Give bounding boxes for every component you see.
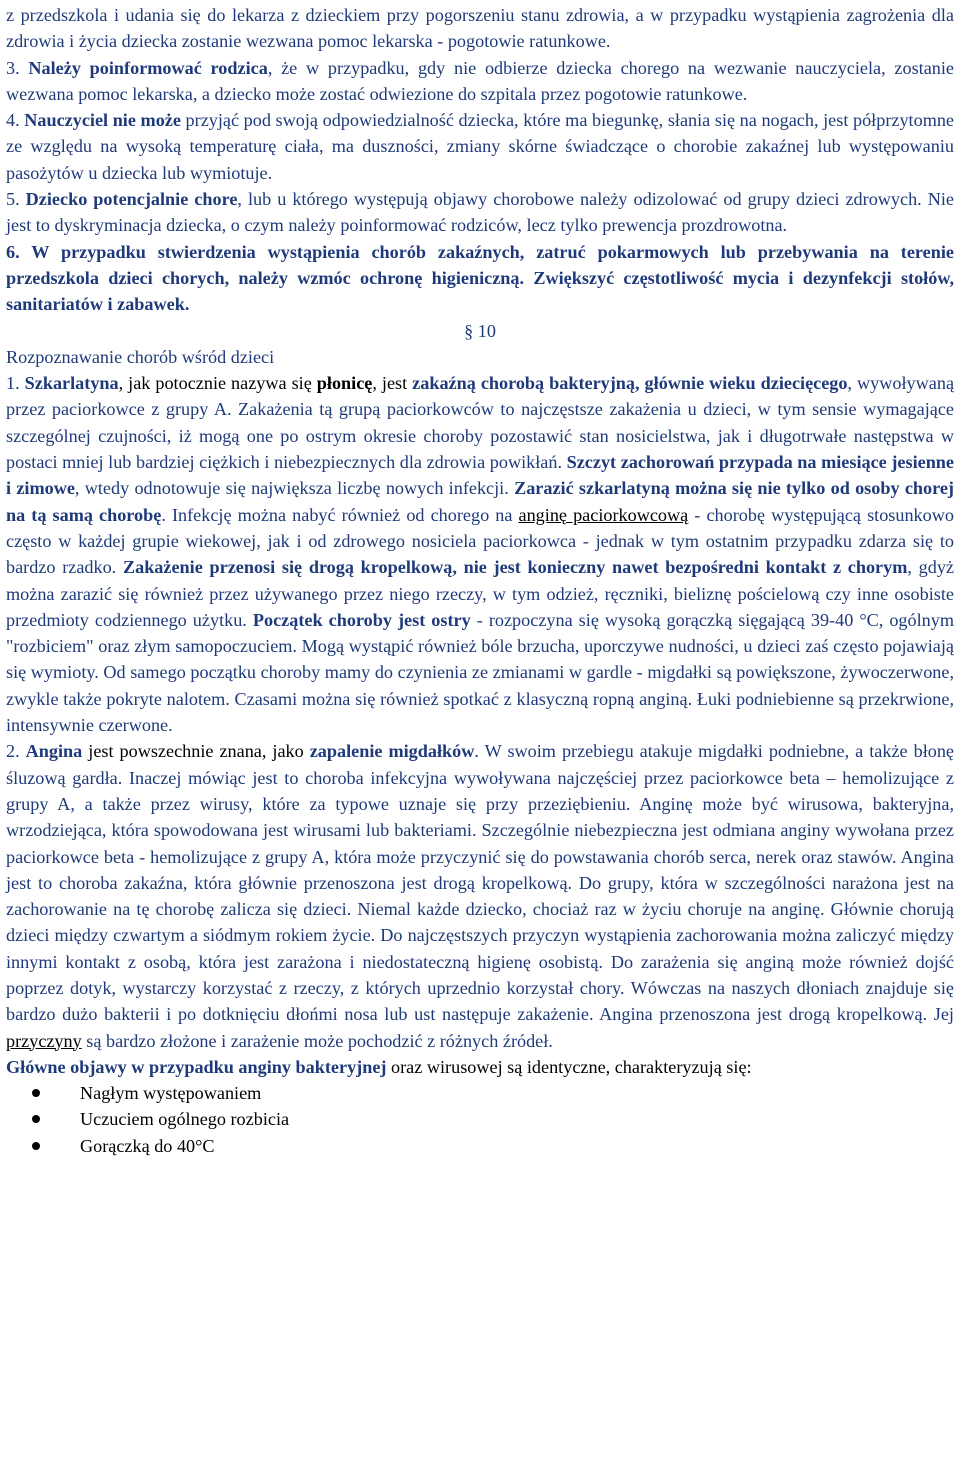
point-number: 3. bbox=[6, 57, 29, 78]
bold-term: Zarazić szkarlatyną można się nie tylko od osoby chorej na tą samą chorobę bbox=[6, 478, 954, 525]
bold-term: Angina bbox=[25, 741, 83, 762]
underlined-link[interactable]: anginę paciorkowcową bbox=[518, 504, 689, 525]
text: - chorobę występującą stosunkowo często w każdej grupie wiekowej, jak i od zdrowego nosiciela paciorkowca - jednak w tym ostatnim przypadku zdarza się to bardzo rzadko. bbox=[6, 504, 954, 578]
bold-term: zapalenie migdałków bbox=[309, 741, 475, 762]
list-item bbox=[32, 1106, 954, 1132]
bold-term: Szczyt zachorowań przypada na miesiące jesienne i zimowe bbox=[6, 452, 954, 499]
bold-term: Szkarlatyna bbox=[24, 373, 119, 394]
section-number-value: 10 bbox=[473, 320, 496, 341]
bullet-icon bbox=[32, 1115, 40, 1123]
point-number: 6. bbox=[6, 241, 32, 262]
text: oraz wirusowej są identyczne, charakteryzują się: bbox=[386, 1056, 752, 1077]
text: jest powszechnie znana, jako bbox=[82, 741, 310, 762]
point-number: 2. bbox=[6, 741, 26, 762]
text: . Infekcję można nabyć również od chorego na bbox=[161, 504, 519, 525]
paragraph-continued bbox=[6, 2, 954, 55]
symptoms-intro bbox=[6, 1054, 954, 1080]
paragraph-point-5 bbox=[6, 186, 954, 239]
text: , lub u którego występują objawy chorobowe należy odizolować od grupy dzieci zdrowych. Nie jest to dyskryminacja dziecka, o czym należy poinformować rodziców, lecz tylko prewencja prozdrowotna. bbox=[6, 189, 955, 236]
text: , że w przypadku, gdy nie odbierze dziecka chorego na wezwanie nauczyciela, zostanie wezwana pomoc lekarska, a dziecko może zostać odwiezione do szpitala przez pogotowie ratunkowe. bbox=[6, 57, 954, 104]
paragraph-point-4 bbox=[6, 107, 954, 186]
paragraph-scarlet-fever bbox=[6, 370, 954, 738]
bold-lead: W przypadku stwierdzenia wystąpienia chorób zakaźnych, zatruć pokarmowych lub przebywania na terenie przedszkola dzieci chorych, należy wzmóc ochronę higieniczną. Zwiększyć częstotliwość mycia i dezynfekcji stołów, sanitariatów i zabawek. bbox=[6, 241, 954, 315]
paragraph-point-3 bbox=[6, 55, 954, 108]
bold-lead: Należy poinformować rodzica bbox=[28, 57, 268, 78]
text: , wtedy odnotowuje się największa liczbę nowych infekcji. bbox=[74, 478, 515, 499]
list-item bbox=[32, 1080, 954, 1106]
bullet-icon bbox=[32, 1089, 40, 1097]
document-page bbox=[6, 2, 954, 1159]
section-number bbox=[6, 318, 954, 344]
text: , jak potocznie nazywa się bbox=[118, 373, 317, 394]
text: , gdyż można zarazić się również przez używanego przez niego rzeczy, w tym odzież, ręczniki, bieliznę pościelową czy inne osobiste przedmioty codziennego użytku. bbox=[6, 557, 954, 630]
bold-term: Zakażenie przenosi się drogą kropelkową, nie jest konieczny nawet bezpośredni kontakt z chorym bbox=[122, 557, 908, 578]
paragraph-angina bbox=[6, 738, 954, 1054]
text: , jest bbox=[372, 373, 413, 394]
section-title: Rozpoznawanie chorób wśród dzieci bbox=[6, 346, 275, 367]
list-item-text: Gorączką do 40°C bbox=[80, 1135, 215, 1156]
bold-term: zakaźną chorobą bakteryjną, głównie wieku dziecięcego bbox=[412, 373, 848, 394]
text: - rozpoczyna się wysoką gorączką sięgającą 39-40 °C, ogólnym "rozbiciem" oraz złym samopoczuciem. Mogą wystąpić również bóle brzucha, uporczywe nudności, u dzieci zaś często pojawiają się wymioty. Od samego początku choroby mamy do czynienia ze zmianami w gardle - migdałki są powiększone, żywoczerwone, zwykle także pokryte nalotem. Czasami można się również spotkać z klasyczną ropną anginą. Łuki podniebienne są przekrwione, intensywnie czerwone. bbox=[6, 609, 955, 736]
text: , wywoływaną przez paciorkowce z grupy A. Zakażenia tą grupą paciorkowców to najczęstsze zakażenia u dzieci, w tym sensie wymagające szczególnej czujności, iż mogą one po ostrym okresie choroby pozostawić stan nosicielstwa, jak i długotrwałe następstwa w postaci mniej lub bardziej ciężkich i niebezpiecznych dla zdrowia powikłań. bbox=[6, 373, 955, 473]
list-item-text: Uczuciem ogólnego rozbicia bbox=[80, 1109, 290, 1130]
list-item bbox=[32, 1133, 954, 1159]
bold-lead: Nauczyciel nie może bbox=[24, 110, 181, 131]
text: przyjąć pod swoją odpowiedzialność dziecka, które ma biegunkę, słania się na nogach, jest półprzytomne ze względu na wysoką temperaturę ciała, ma duszności, zmiany skórne świadczące o chorobie zakaźnej lub występowaniu pasożytów u dziecka lub wymiotuje. bbox=[6, 110, 955, 183]
bold-term: Początek choroby jest ostry bbox=[252, 609, 471, 630]
point-number: 1. bbox=[6, 373, 25, 394]
paragraph-point-6 bbox=[6, 239, 954, 318]
symptoms-list bbox=[6, 1080, 954, 1159]
point-number: 5. bbox=[6, 189, 26, 210]
bold-lead: Główne objawy w przypadku anginy bakteryjnej bbox=[6, 1056, 387, 1077]
text: są bardzo złożone i zarażenie może pochodzić z różnych źródeł. bbox=[81, 1030, 553, 1051]
list-item-text: Nagłym występowaniem bbox=[80, 1083, 262, 1104]
text: . W swoim przebiegu atakuje migdałki podniebne, a także błonę śluzową gardła. Inaczej mówiąc jest to choroba infekcyjna wywoływana najczęściej przez paciorkowce beta – hemolizujące z grupy A, a także przez wirusy, które za typowe uznaje się przy przeziębieniu. Anginę może być wirusowa, bakteryjna, wrzodziejąca, która spowodowana jest wirusami lub bakteriami. Szczególnie niebezpieczna jest odmiana anginy wywołana przez paciorkowce beta - hemolizujące z grupy A, która może przyczynić się do powstawania chorób serca, nerek oraz stawów. Angina jest to choroba zakaźna, która głównie przenoszona jest drogą kropelkową. Do grupy, która w szczególności narażona jest na zachorowanie na tę chorobę zalicza się dzieci. Niemal każde dziecko, chociaż raz w życiu choruje na anginę. Głównie chorują dzieci między czwartym a siódmym rokiem życie. Do najczęstszych przyczyn wystąpienia zachorowania można zaliczyć między innymi kontakt z osobą, która jest zarażona i niedostateczną higienę osobistą. Do zarażenia się anginą może również dojść poprzez dotyk, wystarczy korzystać z rzeczy, z których uprzednio korzystał chory. Wówczas na naszych dłoniach znajduje się bardzo dużo bakterii i po dotknięciu dłońmi nosa lub ust następuje zakażenie. Angina przenoszona jest drogą kropelkową. Jej bbox=[6, 741, 955, 1025]
underlined-link[interactable]: przyczyny bbox=[6, 1030, 82, 1051]
bullet-icon bbox=[32, 1142, 40, 1150]
point-number: 4. bbox=[6, 110, 25, 131]
text: z przedszkola i udania się do lekarza z dzieckiem przy pogorszeniu stanu zdrowia, a w przypadku wystąpienia zagrożenia dla zdrowia i życia dziecka zostanie wezwana pomoc lekarska - pogotowie ratunkowe. bbox=[6, 5, 954, 52]
section-symbol: § bbox=[464, 320, 474, 341]
bold-term: płonicę bbox=[316, 373, 373, 394]
bold-lead: Dziecko potencjalnie chore bbox=[25, 189, 238, 210]
